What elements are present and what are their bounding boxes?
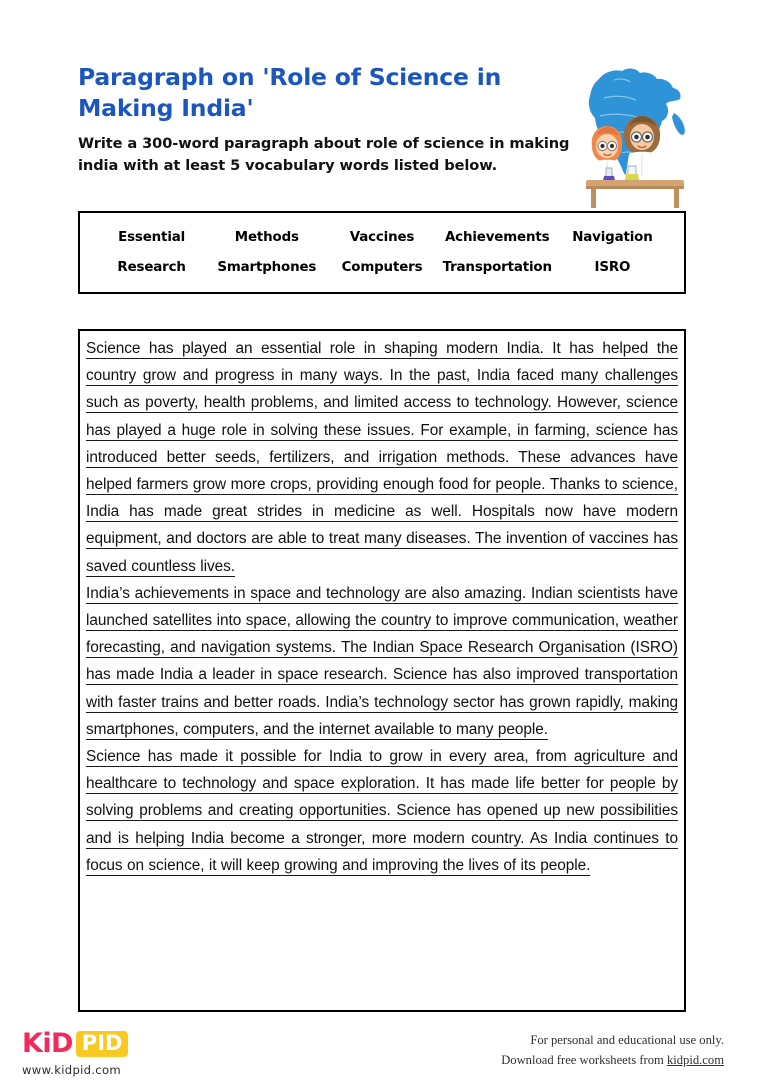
vocabulary-word: ISRO — [594, 260, 631, 275]
attribution-block — [501, 1031, 724, 1070]
vocabulary-word: Achievements — [444, 230, 550, 245]
kidpid-logo — [22, 1028, 242, 1077]
vocabulary-word: Essential — [118, 230, 186, 245]
essay-paragraph: Science has made it possible for India to grow in every area, from agriculture and healthcare to technology and space exploration. It has made life better for people by solving problems and creating opportunities. Science has opened up new possibilities and is helping India become a stronger, more modern country. As India continues to focus on science, it will keep growing and improving the lives of its people. — [86, 748, 678, 874]
vocabulary-row-1 — [94, 230, 670, 245]
essay-paragraph: Science has played an essential role in shaping modern India. It has helped the country grow and progress in many ways. In the past, India faced many challenges such as poverty, health problems, and limited access to technology. However, science has played a huge role in solving these issues. For example, in farming, science has introduced better seeds, fertilizers, and irrigation methods. These advances have helped farmers grow more crops, providing enough food for people. Thanks to science, India has made great strides in medicine as well. Hospitals now have modern equipment, and doctors are able to treat many diseases. The invention of vaccines has saved countless lives. — [86, 340, 678, 575]
logo-kid-text: KiD — [22, 1028, 73, 1059]
attribution-line-1: For personal and educational use only. — [530, 1033, 724, 1047]
vocabulary-box — [78, 211, 686, 294]
logo-website-url: www.kidpid.com — [22, 1063, 121, 1077]
kidpid-link[interactable]: kidpid.com — [666, 1052, 724, 1067]
vocabulary-row-2 — [94, 260, 670, 275]
vocabulary-word: Transportation — [442, 260, 552, 275]
vocabulary-word: Computers — [341, 260, 423, 275]
attribution-line-2 — [501, 1051, 724, 1071]
vocabulary-word: Vaccines — [349, 230, 415, 245]
vocabulary-word: Research — [117, 260, 186, 275]
logo-pid-badge: PID — [76, 1031, 129, 1057]
scientists-india-map-illustration — [574, 58, 694, 213]
page-title: Paragraph on 'Role of Science in Making India' — [78, 63, 502, 123]
essay-paragraph: India’s achievements in space and technology are also amazing. Indian scientists have launched satellites into space, allowing the country to improve communication, weather forecasting, and navigation systems. The Indian Space Research Organisation (ISRO) has made India a leader in space research. Science has also improved transportation with faster trains and better roads. India’s technology sector has grown rapidly, making smartphones, computers, and the internet available to many people. — [86, 584, 678, 738]
table-icon — [586, 180, 684, 208]
attribution-prefix: Download free worksheets from — [501, 1052, 667, 1067]
header-text-block — [78, 62, 578, 177]
worksheet-header — [78, 62, 690, 202]
vocabulary-word: Navigation — [572, 230, 653, 245]
essay-answer-box[interactable] — [78, 329, 686, 1012]
vocabulary-word: Smartphones — [217, 260, 317, 275]
vocabulary-word: Methods — [234, 230, 299, 245]
instruction-text: Write a 300-word paragraph about role of science in making india with at least 5 vocabulary words listed below. — [78, 135, 570, 175]
page-footer — [0, 1026, 768, 1086]
logo-mark — [22, 1028, 242, 1059]
